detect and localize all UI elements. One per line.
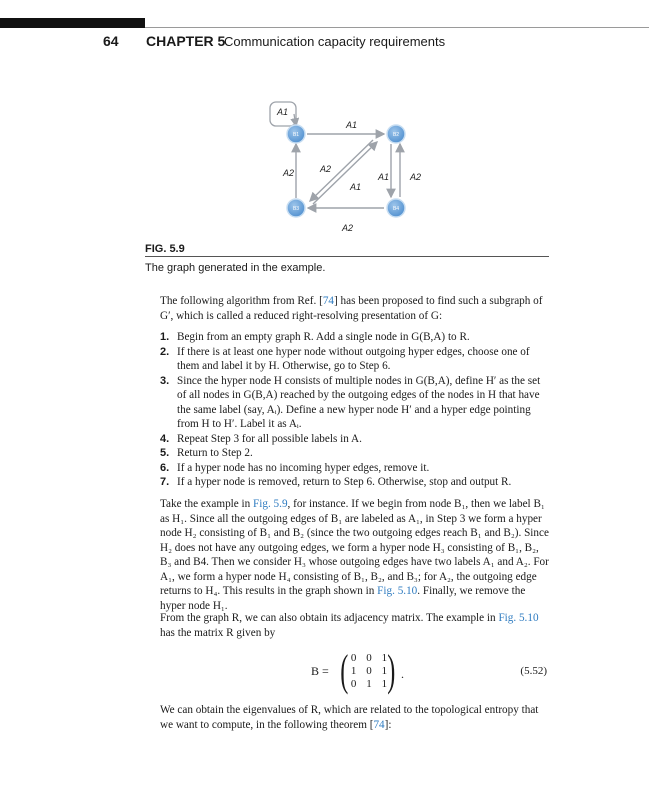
adjacency-paragraph bbox=[160, 611, 550, 640]
step-text: If a hyper node has no incoming hyper edges, remove it. bbox=[177, 461, 430, 474]
example-paragraph bbox=[160, 497, 550, 613]
matrix-cell: 0 bbox=[350, 652, 357, 664]
matrix-cell: 1 bbox=[350, 665, 357, 677]
step-number: 2. bbox=[160, 345, 170, 358]
step-item bbox=[160, 432, 550, 447]
example-text-1: Take the example in bbox=[160, 498, 254, 510]
matrix-cell: 0 bbox=[350, 678, 357, 690]
step-item bbox=[160, 345, 550, 374]
page-number: 64 bbox=[103, 33, 119, 49]
step-item bbox=[160, 330, 550, 345]
label-diag-a2: A2 bbox=[320, 164, 332, 174]
label-b2-b4: A1 bbox=[378, 172, 390, 182]
step-text: If a hyper node is removed, return to Step 6. Otherwise, stop and output R. bbox=[177, 476, 512, 488]
citation-link[interactable]: 74 bbox=[322, 295, 334, 307]
step-item bbox=[160, 446, 550, 461]
equation-5-52 bbox=[300, 646, 550, 695]
algorithm-steps bbox=[160, 330, 550, 490]
chapter-title: Communication capacity requirements bbox=[224, 34, 446, 49]
matrix-cell: 0 bbox=[366, 665, 372, 677]
figure-link[interactable]: Fig. 5.10 bbox=[377, 585, 418, 597]
intro-text-1: The following algorithm from Ref. [ bbox=[160, 295, 323, 307]
matrix bbox=[338, 646, 400, 695]
matrix-cell: 1 bbox=[381, 665, 388, 677]
citation-link[interactable]: 74 bbox=[373, 718, 385, 731]
node-b3-label: B3 bbox=[292, 206, 300, 212]
matrix-grid bbox=[346, 652, 392, 691]
header-bar bbox=[0, 18, 145, 28]
equation-lhs: B = bbox=[311, 664, 329, 678]
label-b1-b2: A1 bbox=[346, 120, 358, 130]
step-number: 3. bbox=[160, 374, 170, 387]
left-paren: ( bbox=[340, 646, 349, 695]
figure-link[interactable]: Fig. 5.9 bbox=[253, 498, 288, 510]
closing-text-1: We can obtain the eigenvalues of R, which are related to the topological entropy that we want to compute, in the following theorem [ bbox=[160, 704, 539, 731]
adjacency-text-1: From the graph R, we can also obtain its adjacency matrix. The example in bbox=[160, 612, 499, 624]
step-text: Repeat Step 3 for all possible labels in A. bbox=[177, 432, 362, 445]
equation-number: (5.52) bbox=[520, 665, 547, 677]
step-number: 1. bbox=[160, 331, 170, 343]
intro-paragraph bbox=[160, 294, 550, 323]
matrix-cell: 1 bbox=[381, 652, 388, 664]
step-item bbox=[160, 461, 550, 476]
step-number: 5. bbox=[160, 447, 170, 459]
label-b3-b1: A2 bbox=[283, 168, 295, 178]
node-b2-label: B2 bbox=[392, 132, 400, 138]
step-number: 4. bbox=[160, 432, 170, 445]
chapter-label: CHAPTER 5 bbox=[146, 33, 226, 49]
example-text-2: , for instance. If we begin from node B₁, then we label B₁ as H₁. Since all the outgoing edges of B₁ are labeled as A₁, in Step 3 we form a hyper node H₂ consisting of B₁ and B₂ (since the two outgoing edges reach B₁ and B₂). Since H₂ does not have any outgoing edges, we form a hyper node H₃ consisting of B₁, B₂, B₃ and B4. Then we consider H₃ whose outgoing edges have two labels A₁ and A₂. For A₁, we form a hyper node H₄ consisting of B₁, B₂, and B₃; for A₂, the outgoing edge returns to H₄. This results in the graph shown in bbox=[160, 498, 549, 597]
figure-caption: The graph generated in the example. bbox=[145, 262, 326, 274]
graph-figure bbox=[250, 98, 430, 243]
matrix-cell: 1 bbox=[381, 678, 388, 690]
node-b1-label: B1 bbox=[292, 132, 300, 138]
step-number: 6. bbox=[160, 461, 170, 474]
figure-label: FIG. 5.9 bbox=[145, 243, 185, 255]
node-b4-label: B4 bbox=[392, 206, 400, 212]
closing-paragraph bbox=[160, 703, 550, 732]
adjacency-text-2: has the matrix R given by bbox=[160, 626, 276, 639]
matrix-cell: 0 bbox=[366, 652, 372, 664]
header-rule bbox=[145, 27, 649, 28]
label-diag-a1: A1 bbox=[350, 182, 362, 192]
step-item bbox=[160, 374, 550, 432]
right-paren: ) bbox=[387, 646, 396, 695]
label-self-loop: A1 bbox=[277, 107, 289, 117]
matrix-cell: 1 bbox=[366, 678, 372, 690]
step-number: 7. bbox=[160, 476, 170, 488]
example-text-3: . Finally, we remove the hyper node H₁. bbox=[160, 585, 526, 612]
closing-text-2: ]: bbox=[384, 718, 392, 731]
figure-link[interactable]: Fig. 5.10 bbox=[498, 612, 539, 624]
caption-rule bbox=[145, 256, 549, 257]
label-b4-b2: A2 bbox=[410, 172, 422, 182]
step-item bbox=[160, 475, 550, 490]
label-b4-b3: A2 bbox=[342, 223, 354, 233]
step-text: Since the hyper node H consists of multiple nodes in G(B,A), define H′ as the set of all nodes in G(B,A) reached by the outgoing edges of the nodes in H that have the same label (say, Aᵢ). Define a new hyper node H′ and a hyper edge pointing from H to H′. Label it as Aᵢ. bbox=[177, 374, 541, 430]
intro-text-2: ] has been proposed to find such a subgraph of G′, which is called a reduced right-resolving presentation of G: bbox=[160, 295, 543, 322]
step-text: Begin from an empty graph R. Add a single node in G(B,A) to R. bbox=[177, 331, 470, 343]
step-text: Return to Step 2. bbox=[177, 447, 253, 459]
step-text: If there is at least one hyper node without outgoing hyper edges, choose one of them and label it by H. Otherwise, go to Step 6. bbox=[177, 345, 530, 372]
equation-punctuation: . bbox=[401, 667, 404, 681]
